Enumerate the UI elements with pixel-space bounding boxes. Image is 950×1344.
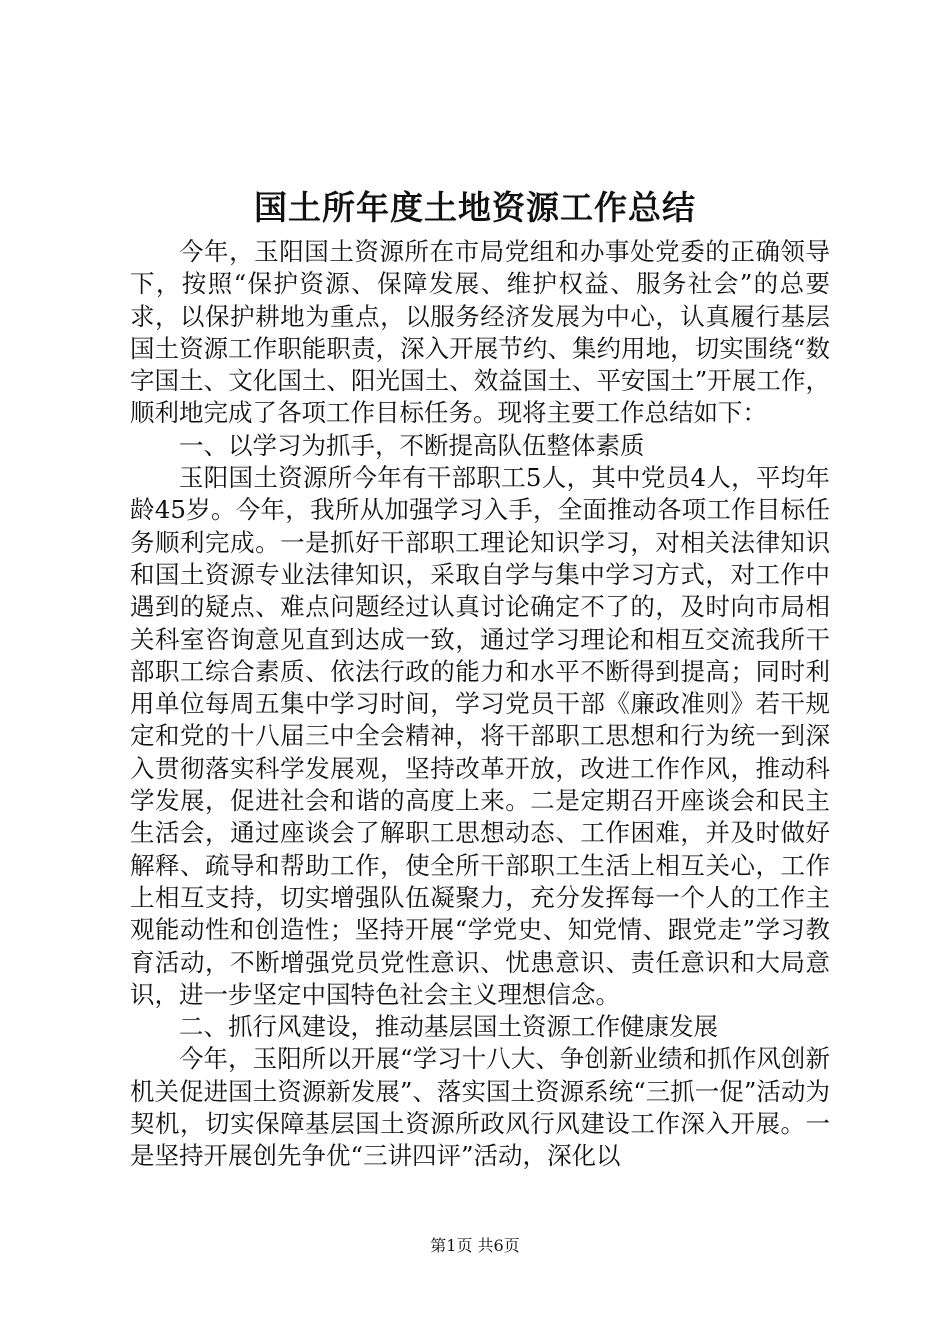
document-title: 国土所年度土地资源工作总结 <box>254 188 696 227</box>
section-paragraph-2: 今年，玉阳所以开展“学习十八大、争创新业绩和抓作风创新机关促进国土资源新发展”、落实国土资源系统“三抓一促”活动为契机，切实保障基层国土资源所政风行风建设工作深入开展。一是坚持开展创先争优“三讲四评”活动，深化以 <box>130 1044 830 1171</box>
page-number-footer: 第1页 共6页 <box>430 1236 520 1255</box>
section-heading-2: 二、抓行风建设，推动基层国土资源工作健康发展 <box>179 1012 718 1042</box>
section-paragraph-1: 玉阳国土资源所今年有干部职工5人，其中党员4人，平均年龄45岁。今年，我所从加强学习入手，全面推动各项工作目标任务顺利完成。一是抓好干部职工理论知识学习，对相关法律知识和国土资源专业法律知识，采取自学与集中学习方式，对工作中遇到的疑点、难点问题经过认真讨论确定不了的，及时向市局相关科室咨询意见直到达成一致，通过学习理论和相互交流我所干部职工综合素质、依法行政的能力和水平不断得到提高；同时利用单位每周五集中学习时间，学习党员干部《廉政准则》若干规定和党的十八届三中全会精神，将干部职工思想和行为统一到深入贯彻落实科学发展观，坚持改革开放，改进工作作风，推动科学发展，促进社会和谐的高度上来。二是定期召开座谈会和民主生活会，通过座谈会了解职工思想动态、工作困难，并及时做好解释、疏导和帮助工作，使全所干部职工生活上相互关心，工作上相互支持，切实增强队伍凝聚力，充分发挥每一个人的工作主观能动性和创造性；坚持开展“学党史、知党情、跟党走”学习教育活动，不断增强党员党性意识、忧患意识、责任意识和大局意识，进一步坚定中国特色社会主义理想信念。 <box>130 463 830 1009</box>
intro-paragraph: 今年，玉阳国土资源所在市局党组和办事处党委的正确领导下，按照“保护资源、保障发展、维护权益、服务社会”的总要求，以保护耕地为重点，以服务经济发展为中心，认真履行基层国土资源工作职能职责，深入开展节约、集约用地，切实围绕“数字国土、文化国土、阳光国土、效益国土、平安国土”开展工作，顺利地完成了各项工作目标任务。现将主要工作总结如下： <box>130 237 830 428</box>
section-heading-1: 一、以学习为抓手，不断提高队伍整体素质 <box>179 430 645 460</box>
document-body <box>130 236 830 1173</box>
